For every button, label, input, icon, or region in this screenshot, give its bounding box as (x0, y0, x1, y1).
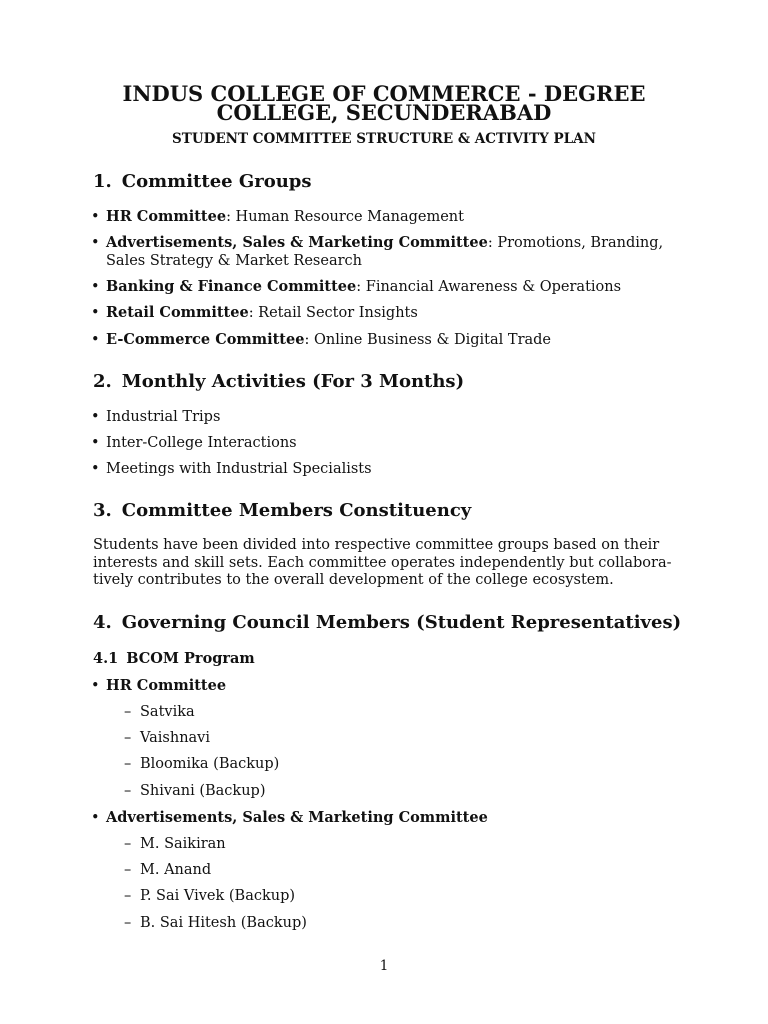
paragraph-line: Students have been divided into respective committee groups based on their (93, 537, 660, 553)
section-4-heading (93, 612, 681, 633)
section-number: 4. (93, 612, 112, 633)
document-subtitle: STUDENT COMMITTEE STRUCTURE & ACTIVITY PLAN (172, 131, 596, 147)
section-1-heading (93, 171, 312, 192)
committee-name: Advertisements, Sales & Marketing Committee (106, 234, 488, 251)
list-item: • Industrial Trips (106, 408, 696, 426)
section-3-heading (93, 500, 471, 521)
page-number: 1 (379, 958, 389, 974)
paragraph-line: interests and skill sets. Each committee operates independently but collabora- (93, 554, 672, 571)
committee-name: Advertisements, Sales & Marketing Committee (106, 809, 488, 826)
committee-desc: : Retail Sector Insights (248, 305, 418, 321)
member-item: – P. Sai Vivek (Backup) (140, 888, 295, 904)
list-item (106, 278, 696, 296)
section-title: Committee Groups (121, 171, 312, 192)
section-2-heading (93, 371, 464, 392)
member-item: – Shivani (Backup) (140, 783, 265, 799)
title-line-1: INDUS COLLEGE OF COMMERCE - DEGREE (122, 81, 646, 106)
committee-name: E-Commerce Committee (106, 331, 305, 348)
subsection-heading (93, 650, 255, 667)
committee-desc: : Financial Awareness & Operations (356, 279, 622, 295)
list-item (106, 677, 696, 695)
list-item (106, 809, 696, 827)
committee-desc: : Promotions, Branding, Sales Strategy & Market Research (106, 235, 664, 269)
list-item: • Meetings with Industrial Specialists (106, 460, 696, 478)
section-number: 2. (93, 371, 112, 392)
member-item: – M. Saikiran (140, 836, 226, 852)
paragraph (93, 537, 675, 590)
section-title: Committee Members Constituency (121, 500, 472, 521)
section-title: Monthly Activities (For 3 Months) (121, 371, 465, 392)
member-item: – M. Anand (140, 862, 211, 878)
list-item (106, 208, 696, 226)
committee-desc: : Online Business & Digital Trade (304, 332, 552, 348)
list-item (106, 304, 696, 322)
committee-desc: : Human Resource Management (226, 209, 464, 225)
list-item (106, 331, 696, 349)
member-item: – Vaishnavi (140, 730, 210, 746)
committee-name: Banking & Finance Committee (106, 278, 357, 295)
section-number: 1. (93, 171, 112, 192)
list-item: • Inter-College Interactions (106, 434, 696, 452)
document-title (0, 81, 768, 125)
section-title: Governing Council Members (Student Representatives) (121, 612, 682, 633)
paragraph-line: tively contributes to the overall development of the college ecosystem. (93, 572, 614, 588)
committee-name: Retail Committee (106, 304, 249, 321)
subsection-number: 4.1 (93, 650, 119, 667)
subsection-title: BCOM Program (126, 650, 255, 667)
member-item: – Satvika (140, 704, 195, 720)
section-number: 3. (93, 500, 112, 521)
member-item: – B. Sai Hitesh (Backup) (140, 915, 307, 931)
committee-name: HR Committee (106, 208, 227, 225)
title-line-2: COLLEGE, SECUNDERABAD (216, 100, 552, 125)
committee-name: HR Committee (106, 677, 227, 694)
member-item: – Bloomika (Backup) (140, 756, 279, 772)
list-item (106, 234, 696, 270)
